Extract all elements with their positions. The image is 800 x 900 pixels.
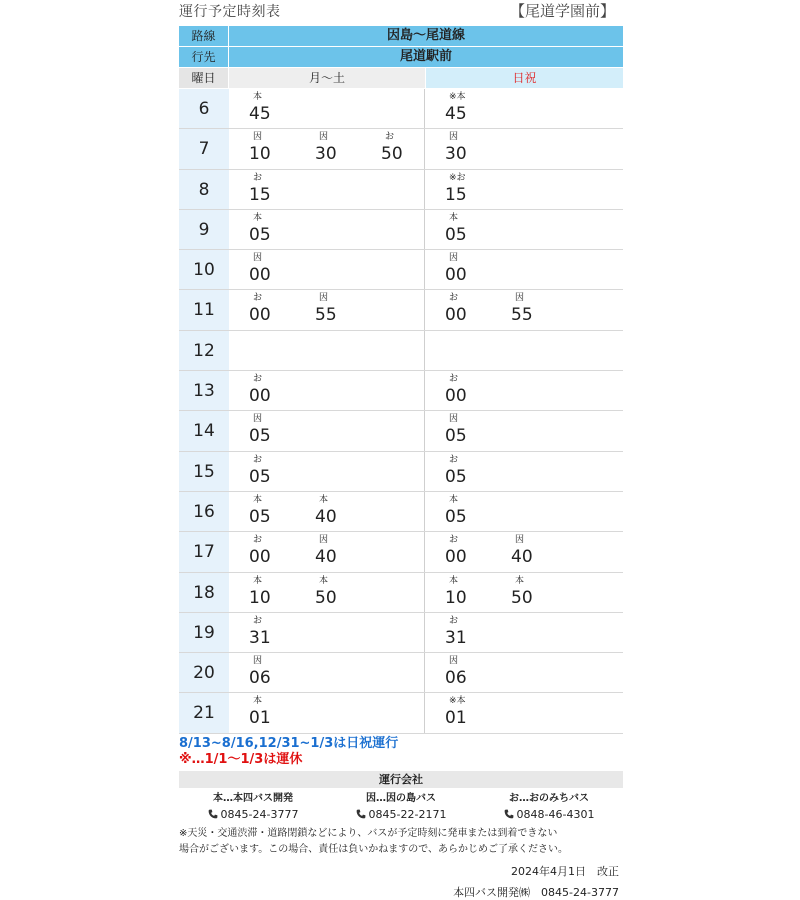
departure [445,454,505,488]
departure [249,575,309,609]
hour-cell: 18 [179,573,229,612]
operator-code: 因 [449,253,459,264]
operator-code: お [253,535,263,546]
holiday-cell [425,452,623,491]
departure-minute: 50 [381,144,403,165]
hour-cell: 9 [179,210,229,249]
operator-name: 本…本四バス開発 [213,792,293,804]
operator-code: ※本 [449,92,466,102]
hour-row [179,250,623,290]
operator-code: ※本 [449,696,466,707]
departure [445,91,505,125]
hour-row [179,170,623,210]
hour-cell: 15 [179,452,229,491]
departure-minute: 10 [249,587,271,608]
operator-code: 因 [319,293,329,304]
operator-item [479,791,619,824]
hour-row [179,129,623,169]
holiday-cell [425,693,623,732]
departure-minute: 50 [315,587,337,608]
departure [315,575,375,609]
departure-minute: 00 [445,547,467,568]
hour-cell: 10 [179,250,229,289]
departure-minute: 05 [445,506,467,527]
operator-code: お [449,293,459,304]
departure-minute: 00 [249,265,271,286]
departure-minute: 06 [249,668,271,689]
weekday-cell [229,250,425,289]
holiday-cell [425,89,623,128]
departure-minute: 55 [315,305,337,326]
departure-minute: 05 [445,426,467,447]
hour-row [179,613,623,653]
operator-code: お [253,454,263,465]
hour-cell: 16 [179,492,229,531]
departure-minute: 01 [249,708,271,729]
operator-code: お [385,132,395,143]
holiday-cell [425,653,623,692]
departure-minute: 05 [445,224,467,245]
hour-cell: 21 [179,693,229,732]
hour-row [179,411,623,451]
hour-cell: 12 [179,331,229,370]
holiday-cell [425,492,623,531]
hour-row [179,693,623,733]
departure-minute: 05 [445,466,467,487]
operator-code: 本 [449,494,459,505]
hour-row [179,89,623,129]
departure [445,695,505,729]
departure-minute: 00 [249,305,271,326]
operator-code: 因 [449,132,459,143]
departure [249,292,309,326]
departure-minute: 31 [445,627,467,648]
holiday-cell [425,411,623,450]
hour-row [179,492,623,532]
departure [445,534,505,568]
weekday-cell [229,411,425,450]
operator-code: 本 [253,92,263,102]
route-row [179,26,623,47]
holiday-cell [425,250,623,289]
operator-code: お [449,615,459,626]
operator-code: 本 [253,575,263,586]
holiday-cell [425,613,623,652]
departure-minute: 05 [249,506,271,527]
weekday-cell [229,532,425,571]
departure-minute: 15 [249,184,271,205]
hour-cell: 8 [179,170,229,209]
route-label: 路線 [179,26,229,46]
day-label: 曜日 [179,68,229,88]
destination-row [179,47,623,68]
holiday-cell [425,129,623,168]
departure [315,131,375,165]
operator-code: お [449,454,459,465]
operator-code: 本 [253,494,263,505]
operator-code: お [449,374,459,385]
departure-minute: 15 [445,184,467,205]
holiday-cell [425,532,623,571]
weekday-cell [229,129,425,168]
departure [445,212,505,246]
page-title: 運行予定時刻表 [179,4,281,20]
operator-item [331,791,471,824]
departure [315,292,375,326]
departure-minute: 05 [249,224,271,245]
weekday-cell [229,653,425,692]
disclaimer [179,826,623,858]
departure [249,615,309,649]
operator-code: お [253,374,263,385]
operator-code: 本 [449,212,459,223]
departure-minute: 55 [511,305,533,326]
departure [249,494,309,528]
departure [445,252,505,286]
hour-cell: 19 [179,613,229,652]
departure-minute: 40 [511,547,533,568]
timetable-sheet [179,0,623,900]
phone-icon [356,809,366,819]
stop-name: 【尾道学園前】 [509,2,615,20]
departure [249,212,309,246]
holiday-cell [425,573,623,612]
departure-minute: 00 [445,265,467,286]
operator-code: 因 [515,535,525,546]
departure-minute: 06 [445,668,467,689]
operator-code: 本 [319,575,329,586]
departure [249,534,309,568]
weekday-cell [229,613,425,652]
hour-row [179,653,623,693]
operator-phone-line [479,806,619,824]
departure [445,413,505,447]
day-row [179,68,623,89]
title-row [179,0,623,26]
operator-code: 本 [449,575,459,586]
operator-phone[interactable]: 0848-46-4301 [516,807,595,821]
departure-minute: 10 [249,144,271,165]
revision-date: 2024年4月1日 改正 [511,864,619,878]
operator-code: お [253,293,263,304]
operator-phone[interactable]: 0845-22-2171 [368,807,447,821]
operator-name: 因…因の島バス [366,792,436,804]
holiday-header: 日祝 [426,68,623,88]
operator-code: 因 [253,132,263,143]
holiday-cell [425,331,623,370]
operator-code: お [449,535,459,546]
hour-cell: 17 [179,532,229,571]
operators-list [179,791,623,824]
hour-cell: 6 [179,89,229,128]
departure-minute: 45 [249,104,271,124]
suspension-note: ※…1/1～1/3は運休 [179,751,303,767]
operator-phone[interactable]: 0845-24-3777 [220,807,299,821]
hour-cell: 11 [179,290,229,329]
weekday-header: 月～土 [229,68,426,88]
holiday-cell [425,290,623,329]
departure [445,172,505,206]
departure-minute: 40 [315,506,337,527]
holiday-cell [425,210,623,249]
departure [445,615,505,649]
departure [315,494,375,528]
operator-code: 因 [253,253,263,264]
departure [445,131,505,165]
departure [445,373,505,407]
hour-row [179,573,623,613]
departure [445,575,505,609]
weekday-cell [229,452,425,491]
departure [249,91,309,125]
departure-minute: 01 [445,708,467,729]
hour-row [179,452,623,492]
operator-code: 因 [319,535,329,546]
weekday-cell [229,210,425,249]
phone-icon [208,809,218,819]
operator-phone-line [183,806,323,824]
departure-minute: 05 [249,466,271,487]
weekday-cell [229,492,425,531]
departure [249,172,309,206]
departure [445,655,505,689]
departure [249,413,309,447]
operator-code: 本 [515,575,525,586]
departure-minute: 10 [445,587,467,608]
operator-code: 因 [253,656,263,667]
destination-value: 尾道駅前 [229,47,623,67]
weekday-cell [229,290,425,329]
hour-cell: 13 [179,371,229,410]
holiday-cell [425,170,623,209]
departure-minute: 31 [249,627,271,648]
operator-code: お [253,615,263,626]
hour-row [179,210,623,250]
weekday-cell [229,170,425,209]
weekday-cell [229,89,425,128]
hour-row [179,331,623,371]
weekday-cell [229,573,425,612]
operator-phone-line [331,806,471,824]
hour-row [179,371,623,411]
operator-item [183,791,323,824]
departure-minute: 00 [249,386,271,407]
operator-code: 因 [449,656,459,667]
weekday-cell [229,331,425,370]
departure-minute: 05 [249,426,271,447]
departure [249,454,309,488]
departure [249,655,309,689]
operator-code: 因 [449,414,459,425]
departure [315,534,375,568]
weekday-cell [229,693,425,732]
operator-code: お [253,172,263,183]
operator-code: 本 [253,696,263,707]
departure-minute: 00 [445,305,467,326]
hour-row [179,290,623,330]
departure-minute: 45 [445,104,467,124]
departure [445,494,505,528]
departure-minute: 40 [315,547,337,568]
departure [511,292,571,326]
disclaimer-line-1: ※天災・交通渋滞・道路閉鎖などにより、バスが予定時刻に発車または到着できない [179,827,558,839]
disclaimer-line-2: 場合がございます。この場合、責任は負いかねますので、あらかじめご了承ください。 [179,843,568,855]
departure [511,534,571,568]
departure-minute: 30 [445,144,467,165]
departure [445,292,505,326]
holiday-service-note: 8/13~8/16,12/31~1/3は日祝運行 [179,735,399,751]
destination-label: 行先 [179,47,229,67]
operator-code: 因 [253,414,263,425]
timetable-body [179,89,623,734]
departure [249,695,309,729]
departure-minute: 30 [315,144,337,165]
departure [511,575,571,609]
departure [249,373,309,407]
phone-icon [504,809,514,819]
footer-contact: 本四バス開発㈱ 0845-24-3777 [453,885,619,899]
departure-minute: 00 [249,547,271,568]
hour-cell: 20 [179,653,229,692]
departure [249,252,309,286]
holiday-cell [425,371,623,410]
departure-minute: 50 [511,587,533,608]
departure-minute: 00 [445,386,467,407]
operator-code: 本 [253,212,263,223]
operator-code: 因 [319,132,329,143]
operators-heading: 運行会社 [179,771,623,788]
route-value: 因島～尾道線 [229,26,623,46]
hour-row [179,532,623,572]
weekday-cell [229,371,425,410]
operator-name: お…おのみちバス [509,792,589,804]
operator-code: ※お [449,172,466,183]
operator-code: 本 [319,494,329,505]
hour-cell: 14 [179,411,229,450]
hour-cell: 7 [179,129,229,168]
operator-code: 因 [515,293,525,304]
departure [249,131,309,165]
